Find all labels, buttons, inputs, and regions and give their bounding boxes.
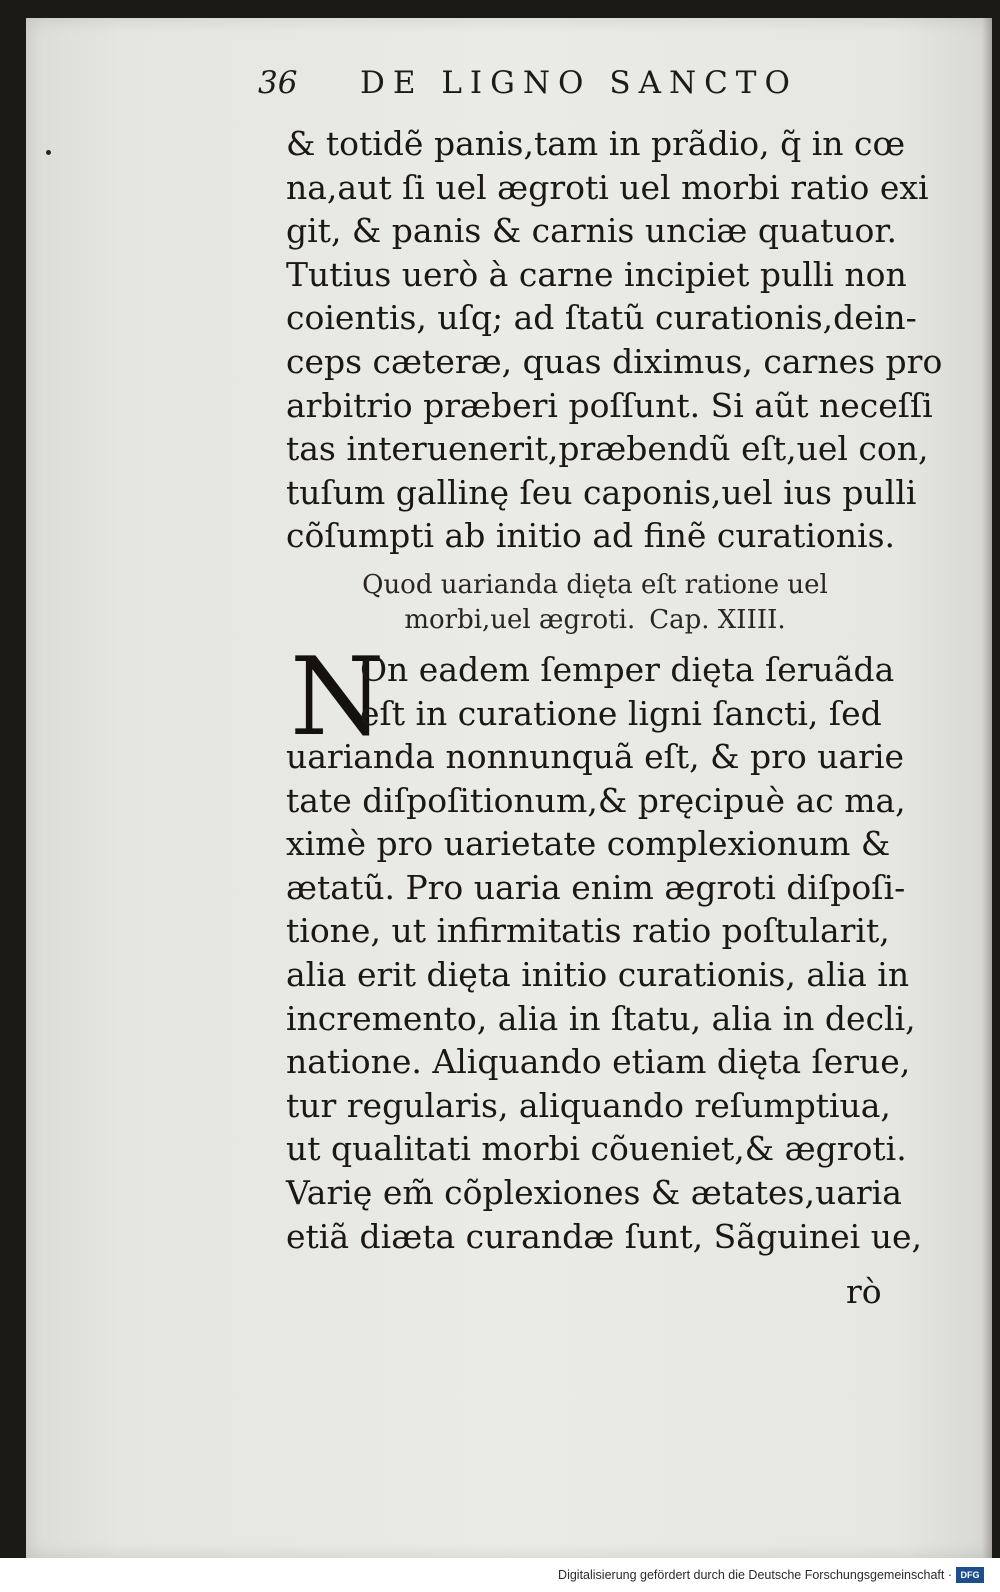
text-line: natione. Aliquando etiam dięta ſerue, bbox=[286, 1042, 911, 1082]
text-line: tas interuenerit,præbendũ eſt,uel con, bbox=[286, 429, 929, 469]
heading-text: morbi,uel ægroti. bbox=[404, 605, 636, 635]
text-line: Tutius uerò à carne incipiet pulli non bbox=[286, 254, 907, 294]
drop-cap: N bbox=[290, 635, 385, 760]
chapter-number: Cap. XIIII. bbox=[649, 605, 786, 635]
text-line: Varię em̃ cõplexiones & ætates,uaria bbox=[286, 1172, 902, 1212]
paragraph-body bbox=[286, 735, 922, 1258]
paragraph-continued bbox=[286, 122, 943, 558]
text-line: git, & panis & carnis unciæ quatuor. bbox=[286, 211, 897, 251]
funding-credit: Digitalisierung gefördert durch die Deutsche Forschungsgemeinschaft · bbox=[558, 1568, 952, 1582]
text-line: ximè pro uarietate complexionum & bbox=[286, 824, 891, 864]
ink-speck bbox=[46, 150, 51, 155]
text-line: ceps cæteræ, quas diximus, carnes pro bbox=[286, 341, 943, 381]
text-line: uarianda nonnunquã eſt, & pro uarie bbox=[286, 737, 905, 776]
page-header bbox=[258, 58, 818, 108]
text-line: etiã diæta curandæ ſunt, Sãguinei ue, bbox=[286, 1216, 922, 1256]
text-line: tuſum gallinę ſeu caponis,uel ius pulli bbox=[286, 472, 917, 512]
text-line: & totidẽ panis,tam in prãdio, q̃ in cœ bbox=[286, 124, 906, 163]
page-edge-shadow bbox=[982, 18, 992, 1558]
text-line: ætatũ. Pro uaria enim ægroti diſpoſi- bbox=[286, 867, 906, 907]
text-line: arbitrio præberi poſſunt. Si aũt neceſſi bbox=[286, 385, 933, 425]
text-line: tur regularis, aliquando reſumptiua, bbox=[286, 1085, 891, 1125]
heading-line-2 bbox=[286, 603, 904, 638]
text-line: ut qualitati morbi cõueniet,& ægroti. bbox=[286, 1129, 907, 1169]
text-line: On eadem ſemper dięta ſeruãda bbox=[360, 650, 895, 689]
digitization-footer bbox=[0, 1558, 1000, 1592]
paragraph-opening-lines bbox=[360, 648, 905, 735]
text-line: incremento, alia in ſtatu, alia in decli, bbox=[286, 998, 916, 1038]
chapter-heading bbox=[286, 568, 904, 638]
running-title: DE LIGNO SANCTO bbox=[360, 65, 798, 101]
text-line: tione, ut infirmitatis ratio poſtularit, bbox=[286, 911, 890, 951]
text-line: eſt in curatione ligni ſancti, ſed bbox=[360, 693, 882, 733]
text-line: coientis, uſq; ad ſtatũ curationis,dein- bbox=[286, 298, 917, 338]
dfg-logo: DFG bbox=[956, 1567, 984, 1583]
folio-number: 36 bbox=[258, 65, 298, 101]
catchword: rò bbox=[846, 1272, 882, 1311]
text-line: tate diſpoſitionum,& pręcipuè ac ma, bbox=[286, 780, 906, 820]
text-line: cõſumpti ab initio ad finẽ curationis. bbox=[286, 516, 896, 556]
text-line: na,aut ſi uel ægroti uel morbi ratio exi bbox=[286, 167, 929, 207]
text-line: alia erit dięta initio curationis, alia in bbox=[286, 954, 910, 994]
heading-line: Quod uarianda dięta eſt ratione uel bbox=[362, 570, 828, 600]
